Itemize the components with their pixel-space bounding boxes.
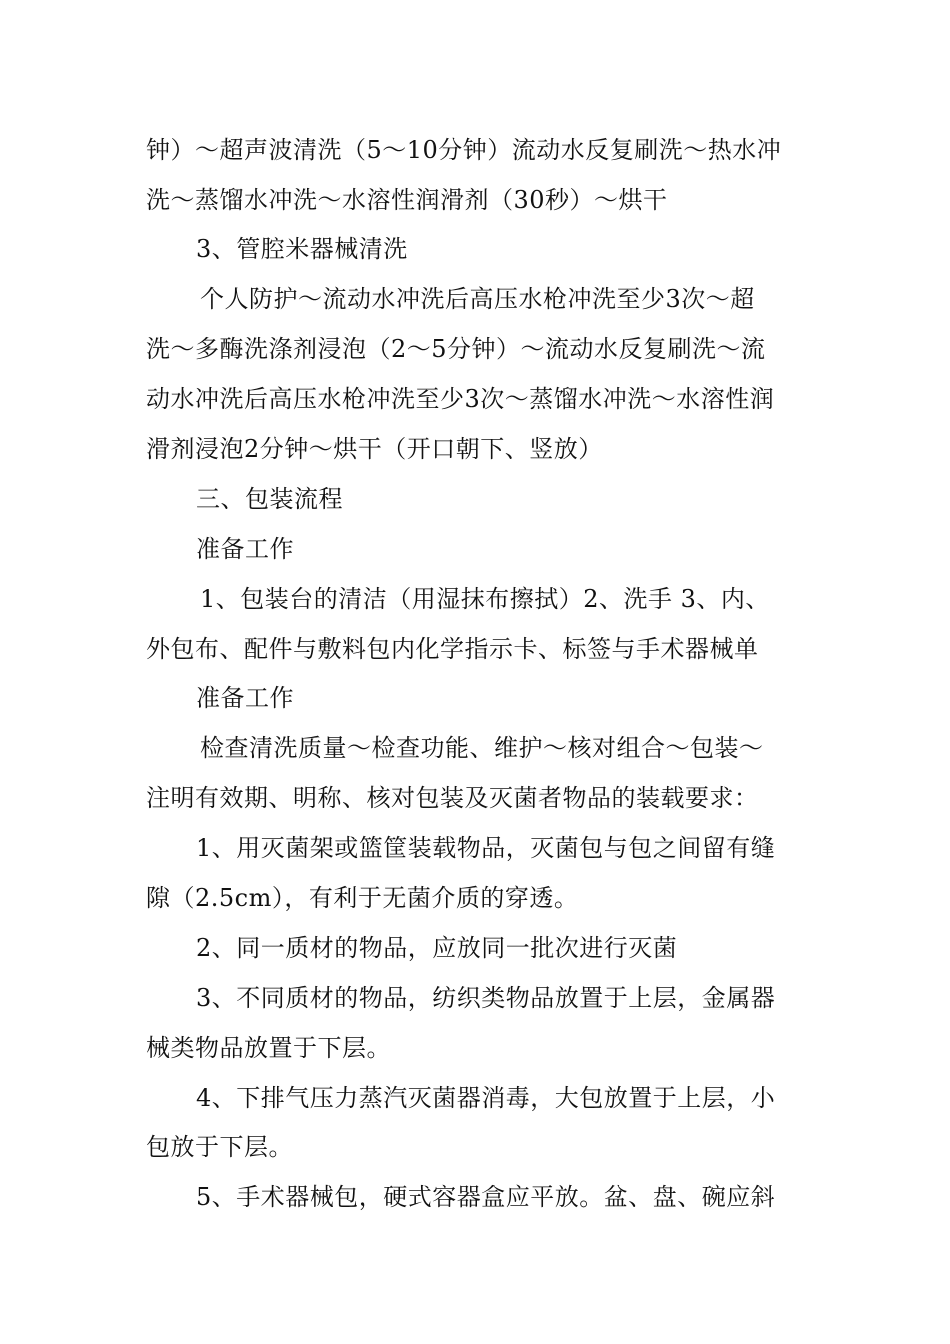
text-line: 洗～蒸馏水冲洗～水溶性润滑剂（30秒）～烘干	[146, 186, 668, 214]
text-line: 1、用灭菌架或篮筐装载物品，灭菌包与包之间留有缝	[196, 834, 776, 862]
text-line: 滑剂浸泡2分钟～烘干（开口朝下、竖放）	[146, 435, 603, 463]
section-heading: 3、管腔米器械清洗	[196, 235, 408, 263]
text-line: 3、不同质材的物品，纺织类物品放置于上层，金属器	[196, 984, 776, 1012]
text-line: 1、包装台的清洁（用湿抹布擦拭）2、洗手 3、内、	[200, 585, 770, 613]
text-line: 注明有效期、明称、核对包装及灭菌者物品的装载要求：	[146, 784, 759, 812]
text-line: 外包布、配件与敷料包内化学指示卡、标签与手术器械单	[146, 635, 759, 663]
subsection-heading: 准备工作	[196, 535, 294, 563]
text-line: 个人防护～流动水冲洗后高压水枪冲洗至少3次～超	[200, 285, 755, 313]
subsection-heading: 准备工作	[196, 684, 294, 712]
text-line: 隙（2.5cm），有利于无菌介质的穿透。	[146, 884, 579, 912]
text-line: 5、手术器械包，硬式容器盒应平放。盆、盘、碗应斜	[196, 1183, 776, 1211]
text-line: 检查清洗质量～检查功能、维护～核对组合～包装～	[200, 734, 764, 762]
text-line: 4、下排气压力蒸汽灭菌器消毒，大包放置于上层，小	[196, 1084, 776, 1112]
text-line: 动水冲洗后高压水枪冲洗至少3次～蒸馏水冲洗～水溶性润	[146, 385, 775, 413]
section-heading: 三、包装流程	[196, 485, 343, 513]
text-line: 钟）～超声波清洗（5～10分钟）流动水反复刷洗～热水冲	[146, 136, 782, 164]
text-line: 2、同一质材的物品，应放同一批次进行灭菌	[196, 934, 678, 962]
text-line: 洗～多酶洗涤剂浸泡（2～5分钟）～流动水反复刷洗～流	[146, 335, 766, 363]
text-line: 包放于下层。	[146, 1133, 293, 1161]
text-line: 械类物品放置于下层。	[146, 1034, 391, 1062]
